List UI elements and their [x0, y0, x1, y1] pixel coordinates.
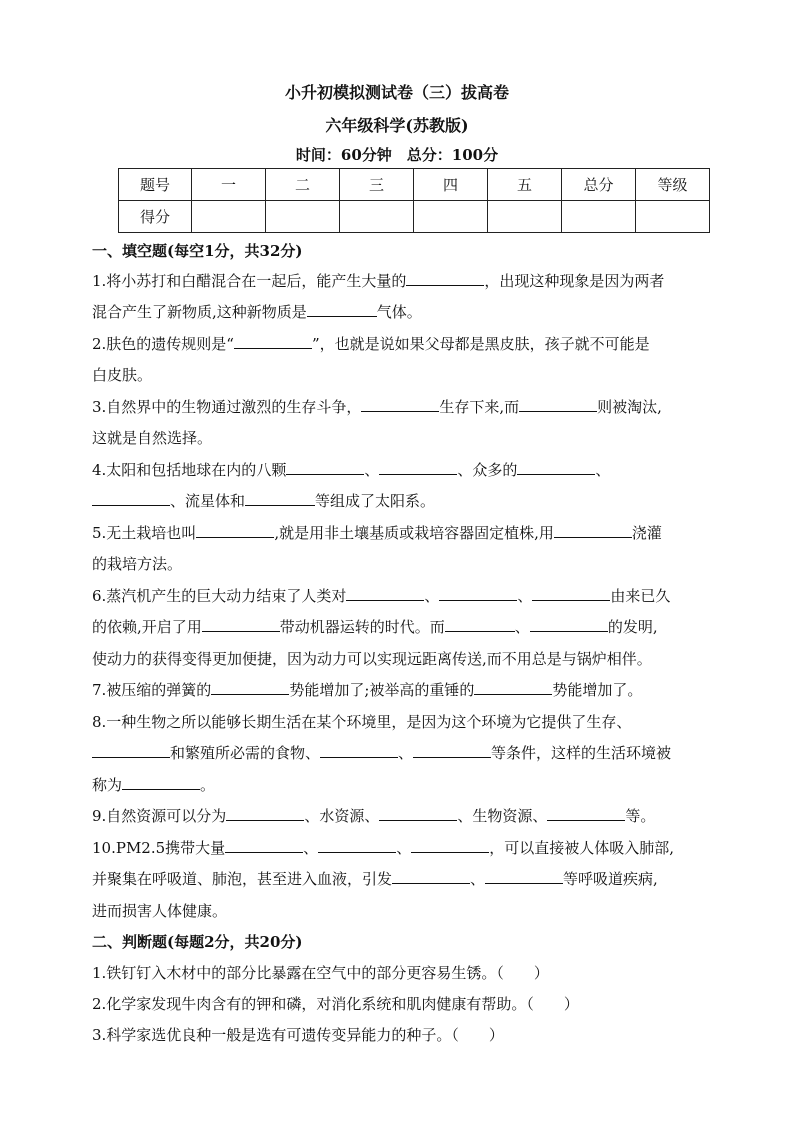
question-text: 8.一种生物之所以能够长期生活在某个环境里，是因为这个环境为它提供了生存、: [92, 713, 632, 731]
question-line: [92, 868, 712, 889]
answer-blank[interactable]: [320, 743, 398, 758]
question-text: ，可以直接被人体吸入肺部,: [489, 839, 674, 857]
question-text: 并聚集在呼吸道、肺泡，甚至进入血液，引发: [92, 870, 393, 888]
question-line: [92, 522, 712, 543]
question-text: 的依赖,开启了用: [92, 618, 202, 636]
answer-blank[interactable]: [226, 806, 304, 821]
score-entry-cell[interactable]: [192, 201, 266, 233]
score-table-header-row: [119, 169, 710, 201]
answer-blank[interactable]: [379, 806, 457, 821]
question-text: 、: [396, 839, 412, 857]
question-text: 等。: [625, 807, 656, 825]
answer-blank[interactable]: [346, 586, 424, 601]
section-heading-true-false: 二、判断题(每题2分，共20分): [92, 933, 303, 951]
answer-blank[interactable]: [547, 806, 625, 821]
question-line: [92, 364, 712, 385]
question-text: 5.无土栽培也叫: [92, 524, 197, 542]
question-line: [92, 427, 712, 448]
answer-blank[interactable]: [234, 334, 312, 349]
question-text: 称为: [92, 776, 123, 794]
answer-blank[interactable]: [286, 460, 364, 475]
section-heading-fill-in: 一、填空题(每空1分，共32分): [92, 242, 303, 260]
question-text: 这就是自然选择。: [92, 429, 213, 447]
answer-blank[interactable]: [445, 617, 515, 632]
question-text: 的栽培方法。: [92, 555, 183, 573]
table-cell: 一: [192, 169, 266, 201]
question-text: 、: [303, 839, 319, 857]
question-line: [92, 679, 712, 700]
question-text: 势能增加了;被举高的重锤的: [289, 681, 475, 699]
score-table-score-row: [119, 201, 710, 233]
question-line: [92, 301, 712, 322]
score-entry-cell[interactable]: [340, 201, 414, 233]
question-line: [92, 648, 712, 669]
question-line: [92, 459, 712, 480]
question-text: 2.肤色的遗传规则是“: [92, 335, 234, 353]
question-line: [92, 711, 712, 732]
question-text: 、生物资源、: [457, 807, 548, 825]
answer-blank[interactable]: [202, 617, 280, 632]
score-entry-cell[interactable]: [266, 201, 340, 233]
question-text: 、众多的: [457, 461, 518, 479]
table-cell: 三: [340, 169, 414, 201]
question-line: [92, 774, 712, 795]
question-text: 、: [364, 461, 380, 479]
question-text: 、: [424, 587, 440, 605]
question-text: 浇灌: [631, 524, 662, 542]
answer-blank[interactable]: [517, 460, 595, 475]
question-line: [92, 742, 712, 763]
question-text: 等呼吸道疾病,: [563, 870, 658, 888]
score-table: [118, 168, 710, 233]
answer-blank[interactable]: [474, 680, 552, 695]
question-text: ”，也就是说如果父母都是黑皮肤，孩子就不可能是: [311, 335, 650, 353]
answer-blank[interactable]: [411, 838, 489, 853]
table-cell: 四: [414, 169, 488, 201]
question-line: [92, 805, 712, 826]
question-text: 、: [517, 587, 533, 605]
question-line: [92, 553, 712, 574]
answer-blank[interactable]: [554, 523, 632, 538]
answer-blank[interactable]: [485, 869, 563, 884]
question-text: 9.自然资源可以分为: [92, 807, 227, 825]
page-title: 小升初模拟测试卷（三）拔高卷: [284, 83, 509, 102]
question-text: 带动机器运转的时代。而: [279, 618, 445, 636]
answer-blank[interactable]: [379, 460, 457, 475]
question-text: 10.PM2.5携带大量: [92, 839, 226, 857]
question-line: [92, 490, 712, 511]
answer-blank[interactable]: [245, 491, 315, 506]
question-text: ,就是用非土壤基质或栽培容器固定植株,用: [274, 524, 554, 542]
question-line: [92, 900, 712, 921]
question-text: 1.铁钉钉入木材中的部分比暴露在空气中的部分更容易生锈。（ ）: [92, 964, 549, 982]
question-text: 、流星体和: [170, 492, 246, 510]
page-subtitle: 六年级科学(苏教版): [325, 116, 469, 135]
question-text: 6.蒸汽机产生的巨大动力结束了人类对: [92, 587, 347, 605]
question-text: 和繁殖所必需的食物、: [170, 744, 321, 762]
question-text: 3.自然界中的生物通过激烈的生存斗争，: [92, 398, 362, 416]
question-text: 2.化学家发现牛肉含有的钾和磷，对消化系统和肌肉健康有帮助。（ ）: [92, 995, 579, 1013]
answer-blank[interactable]: [92, 491, 170, 506]
answer-blank[interactable]: [92, 743, 170, 758]
question-text: 则被淘汰,: [597, 398, 662, 416]
answer-blank[interactable]: [307, 302, 377, 317]
question-text: 、: [398, 744, 414, 762]
answer-blank[interactable]: [530, 617, 608, 632]
question-text: ，出现这种现象是因为两者: [484, 272, 665, 290]
question-text: 气体。: [376, 303, 422, 321]
score-entry-cell[interactable]: [636, 201, 710, 233]
answer-blank[interactable]: [519, 397, 597, 412]
answer-blank[interactable]: [361, 397, 439, 412]
judgment-question: [92, 993, 712, 1014]
answer-blank[interactable]: [225, 838, 303, 853]
question-text: 使动力的获得变得更加便捷，因为动力可以实现远距离传送,而不用总是与锅炉相伴。: [92, 650, 652, 668]
question-text: 混合产生了新物质,这种新物质是: [92, 303, 307, 321]
table-cell: 五: [488, 169, 562, 201]
answer-blank[interactable]: [211, 680, 289, 695]
question-line: [92, 270, 712, 291]
question-text: 、: [514, 618, 530, 636]
answer-blank[interactable]: [392, 869, 470, 884]
question-text: 等组成了太阳系。: [315, 492, 436, 510]
table-cell: 得分: [119, 201, 192, 233]
table-cell: 二: [266, 169, 340, 201]
question-text: 、: [595, 461, 611, 479]
question-text: 由来已久: [610, 587, 671, 605]
question-line: [92, 396, 712, 417]
table-cell: 总分: [562, 169, 636, 201]
score-entry-cell[interactable]: [488, 201, 562, 233]
answer-blank[interactable]: [532, 586, 610, 601]
question-text: 等条件，这样的生活环境被: [491, 744, 672, 762]
question-text: 、: [470, 870, 486, 888]
score-entry-cell[interactable]: [562, 201, 636, 233]
question-line: [92, 585, 712, 606]
question-text: 。: [200, 776, 216, 794]
answer-blank[interactable]: [318, 838, 396, 853]
judgment-question: [92, 1024, 712, 1045]
answer-blank[interactable]: [196, 523, 274, 538]
question-text: 白皮肤。: [92, 366, 153, 384]
answer-blank[interactable]: [406, 271, 484, 286]
question-text: 生存下来,而: [439, 398, 520, 416]
question-line: [92, 333, 712, 354]
answer-blank[interactable]: [122, 775, 200, 790]
table-cell: 等级: [636, 169, 710, 201]
question-text: 的发明,: [607, 618, 658, 636]
question-text: 势能增加了。: [552, 681, 643, 699]
score-entry-cell[interactable]: [414, 201, 488, 233]
time-score-line: 时间：60分钟 总分：100分: [295, 146, 499, 164]
question-text: 7.被压缩的弹簧的: [92, 681, 212, 699]
question-text: 进而损害人体健康。: [92, 902, 228, 920]
question-line: [92, 837, 712, 858]
question-text: 、水资源、: [304, 807, 380, 825]
question-text: 4.太阳和包括地球在内的八颗: [92, 461, 287, 479]
question-line: [92, 616, 712, 637]
question-text: 1.将小苏打和白醋混合在一起后，能产生大量的: [92, 272, 407, 290]
question-text: 3.科学家选优良种一般是选有可遗传变异能力的种子。（ ）: [92, 1026, 504, 1044]
answer-blank[interactable]: [413, 743, 491, 758]
table-cell: 题号: [119, 169, 192, 201]
answer-blank[interactable]: [439, 586, 517, 601]
judgment-question: [92, 962, 712, 983]
